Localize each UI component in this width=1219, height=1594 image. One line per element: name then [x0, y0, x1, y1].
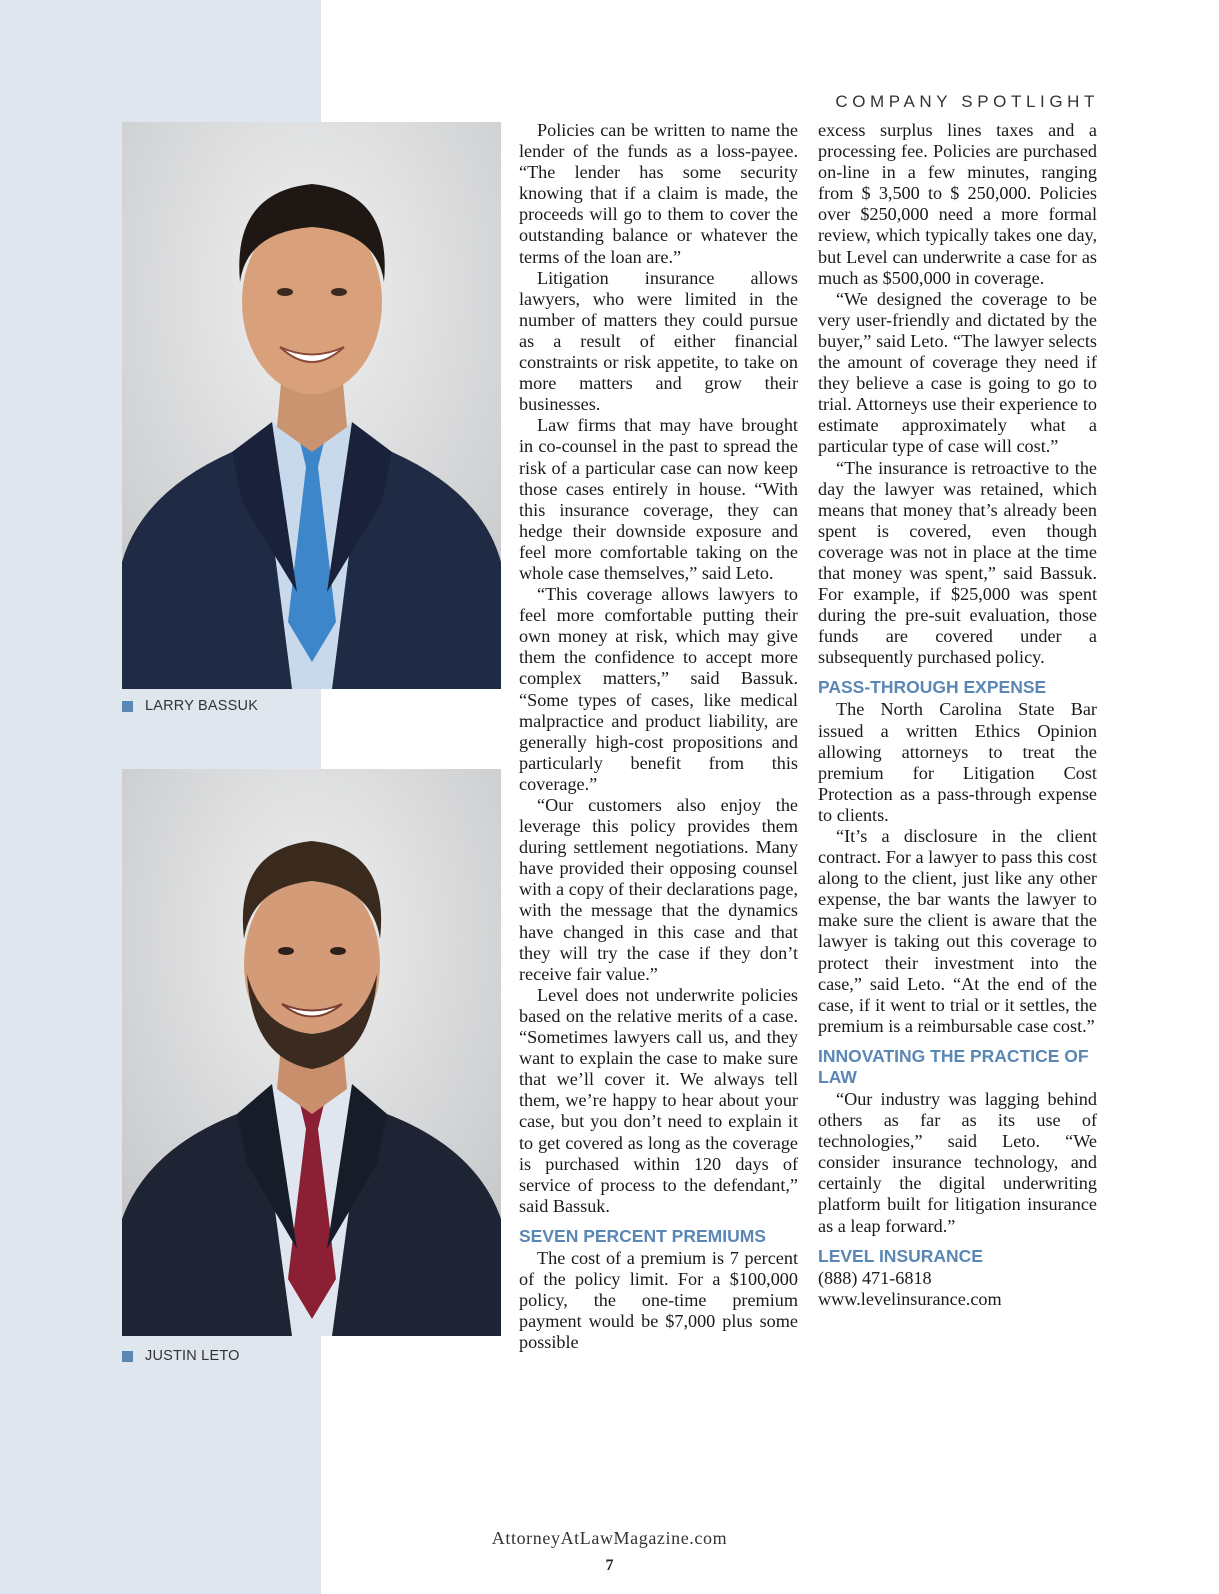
article-column-2 [818, 120, 1097, 1310]
paragraph: “Our industry was lagging behind others as far as its use of technologies,” said Leto. “We consider insurance technology, and certainly the digital underwriting platform built for litigation insurance as a leap forward.” [818, 1088, 1097, 1236]
contact-website: www.levelinsurance.com [818, 1288, 1002, 1309]
caption-square-icon [122, 1351, 133, 1362]
footer-site: AttorneyAtLawMagazine.com [491, 1528, 728, 1548]
contact-phone: (888) 471-6818 [818, 1267, 932, 1288]
page-number: 7 [605, 1557, 614, 1574]
paragraph: Level does not underwrite policies based on the relative merits of a case. “Sometimes lawyers call us, and they want to explain the case to make sure that we’ll cover it. We always tell them, we’re happy to hear about your case, but you don’t need to explain it to get covered as long as the coverage is purchased within 120 days of service of process to the defendant,” said Bassuk. [519, 984, 798, 1216]
section-heading-seven-percent: SEVEN PERCENT PREMIUMS [519, 1225, 766, 1246]
paragraph: “This coverage allows lawyers to feel more comfortable putting their own money at risk, which may give them the confidence to accept more complex matters,” said Bassuk. “Some types of cases, like medical malpractice and product liability, are generally high-cost propositions and particularly benefit from this coverage.” [519, 584, 798, 794]
photo-caption-justin-leto [122, 1348, 240, 1364]
paragraph: Policies can be written to name the lender of the funds as a loss-payee. “The lender has some security knowing that if a claim is made, the proceeds will go to them to cover the outstanding balance or whatever the terms of the loan are.” [519, 120, 798, 267]
paragraph-continued: excess surplus lines taxes and a processing fee. Policies are purchased on-line in a few minutes, ranging from $ 3,500 to $ 250,000. Policies over $250,000 need a more formal review, which typically takes one day, but Level can underwrite a case for as much as $500,000 in coverage. [818, 120, 1097, 288]
article-column-1 [519, 120, 798, 1353]
caption-text: LARRY BASSUK [145, 698, 259, 714]
paragraph: “It’s a disclosure in the client contract. For a lawyer to pass this cost along to the client, just like any other expense, the bar wants the lawyer to make sure the client is aware that the lawyer is taking out this coverage to protect their investment into the case,” said Leto. “At the end of the case, if it went to trial or it settles, the premium is a reimbursable case cost.” [818, 826, 1097, 1036]
caption-square-icon [122, 701, 133, 712]
portrait-illustration [122, 769, 501, 1336]
portrait-photo-larry-bassuk [122, 122, 501, 689]
photo-caption-larry-bassuk [122, 698, 258, 714]
paragraph: Litigation insurance allows lawyers, who were limited in the number of matters they could pursue as a result of either financial constraints or risk appetite, to take on more matters and grow their businesses. [519, 267, 798, 415]
paragraph: The cost of a premium is 7 percent of the policy limit. For a $100,000 policy, the one-time premium payment would be $7,000 plus some possible [519, 1247, 798, 1353]
paragraph: “We designed the coverage to be very user-friendly and dictated by the buyer,” said Leto. “The lawyer selects the amount of coverage they need if they believe a case is going to go to trial. Attorneys use their experience to estimate approximately what a particular type of case will cost.” [818, 288, 1097, 457]
paragraph: “The insurance is retroactive to the day the lawyer was retained, which means that money that’s already been spent is covered, even though coverage was not in place at the time that money was spent,” said Bassuk. For example, if $25,000 was spent during the pre-suit evaluation, those funds are covered under a subsequently purchased policy. [818, 457, 1097, 668]
section-label: COMPANY SPOTLIGHT [835, 92, 1099, 111]
caption-text: JUSTIN LETO [145, 1348, 240, 1364]
portrait-illustration [122, 122, 501, 689]
paragraph: The North Carolina State Bar issued a written Ethics Opinion allowing attorneys to treat the premium for Litigation Cost Protection as a pass-through expense to clients. [818, 699, 1097, 825]
section-heading-level-insurance: LEVEL INSURANCE [818, 1245, 983, 1266]
paragraph: Law firms that may have brought in co-counsel in the past to spread the risk of a particular case can now keep those cases entirely in house. “With this insurance coverage, they can hedge their downside exposure and feel more comfortable taking on the whole case themselves,” said Leto. [519, 415, 798, 583]
section-heading-pass-through: PASS-THROUGH EXPENSE [818, 677, 1047, 698]
portrait-photo-justin-leto [122, 769, 501, 1336]
paragraph: “Our customers also enjoy the leverage this policy provides them during settlement negotiations. Many have provided their opposing counsel with a copy of their declarations page, with the message that the dynamics have changed in this case and that they will try the case if they don’t receive fair value.” [519, 795, 798, 984]
section-heading-innovating: INNOVATING THE PRACTICE OF LAW [818, 1045, 1089, 1087]
